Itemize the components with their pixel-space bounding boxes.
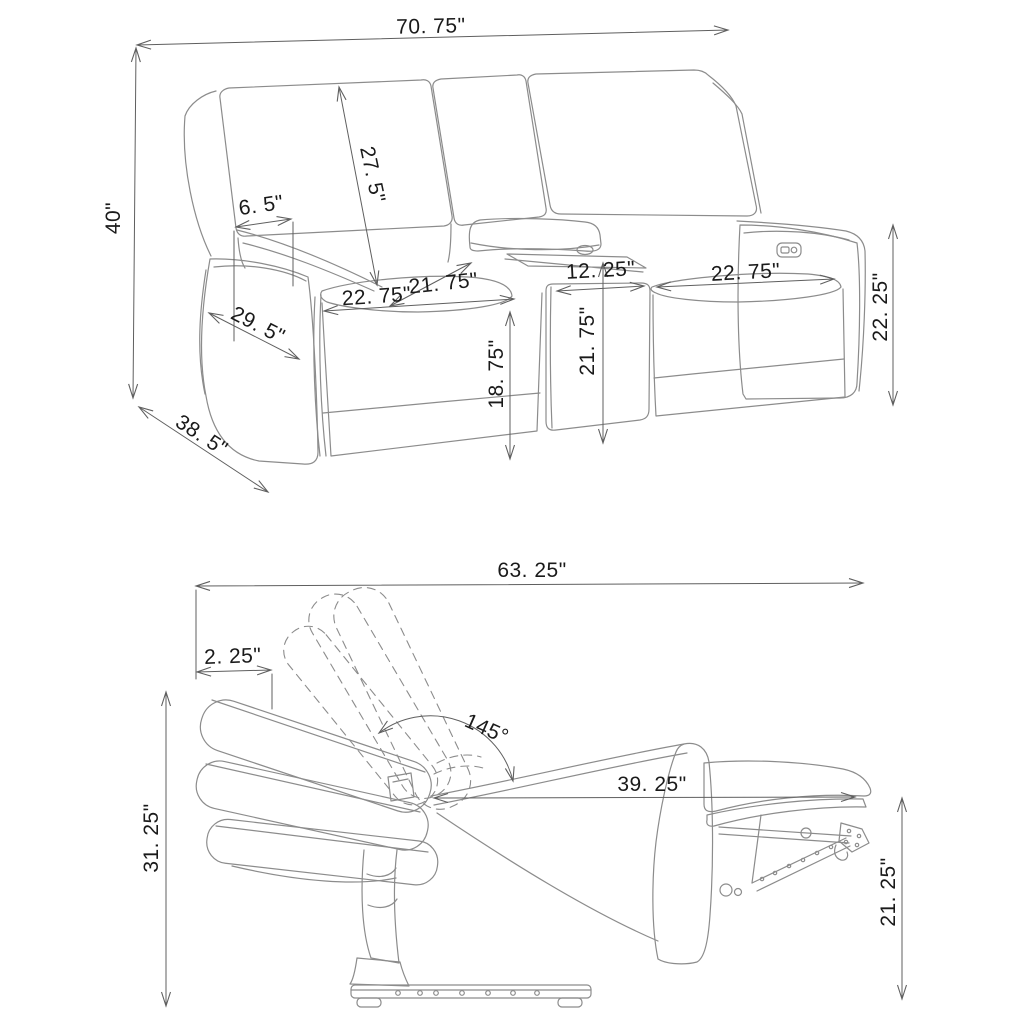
label-console-width: 12. 25" — [565, 257, 636, 284]
label-seat-to-footrest: 39. 25" — [617, 773, 687, 796]
label-overall-depth: 38. 5" — [171, 410, 232, 461]
dim-line-reclined-length — [196, 583, 863, 586]
dim-line-console-width — [557, 286, 644, 291]
recliner-dimension-labels — [140, 559, 900, 927]
console-left-piping — [550, 287, 552, 428]
label-arm-height: 22. 25" — [869, 272, 892, 342]
recliner-back-band-middle — [192, 757, 433, 855]
power-recline-switch-button — [781, 247, 789, 253]
mechanism-bracket-holes — [844, 829, 860, 846]
recliner-back-band-top — [194, 693, 438, 818]
label-seat-depth: 21. 75" — [407, 268, 480, 299]
loveseat-front-view — [102, 14, 893, 492]
label-left-seat-width: 22. 75" — [341, 282, 412, 311]
label-arm-front-length: 29. 5" — [227, 301, 289, 349]
loveseat-dimension-labels — [102, 14, 892, 461]
label-overall-height: 40" — [102, 201, 125, 235]
label-recline-angle: 145° — [461, 709, 513, 749]
left-arm-seam — [214, 266, 306, 281]
mechanism-top-bar — [719, 827, 851, 843]
ghost-back-position-2 — [300, 585, 461, 808]
power-recline-switch-knob — [791, 247, 797, 253]
mechanism-pivot-left — [720, 884, 732, 896]
label-overall-width: 70. 75" — [395, 14, 466, 39]
label-reclined-length: 63. 25" — [497, 559, 567, 582]
recliner-underseat-sweep — [437, 813, 658, 941]
right-arm-front — [738, 225, 860, 399]
recliner-side-view — [140, 559, 902, 1007]
label-console-height: 21. 75" — [576, 306, 599, 376]
right-seat-front-seam — [654, 359, 844, 378]
label-back-length: 27. 5" — [355, 144, 390, 206]
base-foot-left — [357, 998, 381, 1007]
recliner-dimension-lines — [166, 583, 902, 1006]
recliner-pillar-foot — [350, 958, 409, 986]
dim-line-arm-top-width — [236, 219, 291, 227]
ghost-armrest-hints — [434, 755, 483, 774]
loveseat-back-cushion-right — [528, 70, 757, 216]
recline-handle-box — [388, 773, 414, 801]
label-right-seat-width: 22. 75" — [710, 259, 781, 286]
label-wall-clearance: 2. 25" — [203, 644, 262, 669]
label-seat-height: 18. 75" — [485, 339, 508, 409]
base-rail-holes — [396, 991, 540, 996]
footrest-lower-slab — [707, 799, 866, 826]
left-seat-front-face — [322, 293, 542, 456]
dim-line-overall-height — [133, 48, 136, 398]
recliner-pillar-folds — [367, 868, 397, 907]
label-back-height: 31. 25" — [140, 803, 163, 873]
mechanism-pivot-left-small — [735, 889, 742, 896]
recliner-back-motion-ghosts — [274, 579, 483, 819]
recliner-back-band-lower — [205, 817, 440, 887]
label-footrest-height: 21. 25" — [877, 857, 900, 927]
dim-line-wall-clearance — [197, 670, 271, 672]
footrest-top-slab — [704, 761, 871, 812]
mechanism-bar-holes — [760, 845, 832, 880]
mechanism-bracket — [839, 823, 869, 852]
mechanism-link — [752, 815, 761, 883]
loveseat-back-panel-left — [184, 91, 216, 256]
base-rail — [351, 985, 591, 998]
label-arm-top-width: 6. 5" — [237, 191, 285, 221]
recliner-support-pillar — [362, 850, 399, 963]
ghost-back-position-3 — [325, 579, 480, 819]
right-seat-front-face — [653, 289, 845, 416]
recliner-outline — [192, 693, 871, 1007]
base-foot-right — [558, 998, 582, 1007]
